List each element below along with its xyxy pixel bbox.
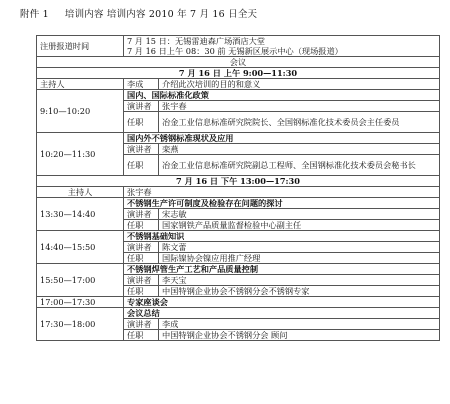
speaker-label: 演讲者 — [124, 275, 159, 286]
morning-date-line: 7 月 16 日 上午 9:00—11:30 — [37, 68, 440, 79]
session-title: 会议总结 — [124, 308, 440, 319]
registration-row — [37, 36, 440, 47]
role-label: 任职 — [124, 286, 159, 297]
meeting-label: 会议 — [37, 57, 440, 68]
afternoon-session-3 — [37, 264, 440, 275]
afternoon-host-name: 张宇春 — [124, 187, 440, 198]
forum-row — [37, 297, 440, 308]
document-title: 培训内容 培训内容 2010 年 7 月 16 日全天 — [64, 9, 258, 20]
speaker-name: 李成 — [159, 319, 440, 330]
afternoon-session-1 — [37, 198, 440, 209]
session-time: 15:50—17:00 — [37, 264, 124, 297]
schedule-table — [36, 35, 440, 341]
role-label: 任职 — [124, 330, 159, 341]
afternoon-host-label: 主持人 — [37, 187, 124, 198]
forum-title: 专家座谈会 — [124, 297, 440, 308]
session-title: 国内、国际标准化政策 — [124, 90, 440, 101]
session-time: 13:30—14:40 — [37, 198, 124, 231]
registration-label: 注册报道时间 — [37, 36, 124, 57]
morning-session-2 — [37, 133, 440, 144]
document-header — [20, 6, 257, 20]
speaker-role: 国际镍协会镍应用推广经理 — [159, 253, 440, 264]
role-label: 任职 — [124, 155, 159, 176]
speaker-label: 演讲者 — [124, 319, 159, 330]
session-time: 9:10—10:20 — [37, 90, 124, 133]
session-title: 不锈钢基础知识 — [124, 231, 440, 242]
speaker-label: 演讲者 — [124, 242, 159, 253]
session-title: 不锈钢焊管生产工艺和产品质量控制 — [124, 264, 440, 275]
afternoon-host-row — [37, 187, 440, 198]
speaker-role: 冶金工业信息标准研究院副总工程师、全国钢标准化技术委员会秘书长 — [159, 155, 440, 176]
speaker-role: 冶金工业信息标准研究院院长、全国钢标准化技术委员会主任委员 — [159, 112, 440, 133]
session-title: 国内外不锈钢标准现状及应用 — [124, 133, 440, 144]
speaker-label: 演讲者 — [124, 101, 159, 112]
morning-host-label: 主持人 — [37, 79, 124, 90]
speaker-name: 栾燕 — [159, 144, 440, 155]
session-time: 10:20—11:30 — [37, 133, 124, 176]
speaker-name: 张宇春 — [159, 101, 440, 112]
session-title: 不锈钢生产许可制度及检验存在问题的探讨 — [124, 198, 440, 209]
speaker-label: 演讲者 — [124, 144, 159, 155]
speaker-role: 国家钢铁产品质量监督检验中心副主任 — [159, 220, 440, 231]
session-time: 17:30—18:00 — [37, 308, 124, 341]
speaker-name: 李天宝 — [159, 275, 440, 286]
registration-line-2: 7 月 16 日上午 08：30 前 无锡新区展示中心（现场报道） — [124, 46, 440, 57]
role-label: 任职 — [124, 220, 159, 231]
afternoon-date-line: 7 月 16 日 下午 13:00—17:30 — [37, 176, 440, 187]
role-label: 任职 — [124, 112, 159, 133]
afternoon-session-2 — [37, 231, 440, 242]
speaker-label: 演讲者 — [124, 209, 159, 220]
closing-session — [37, 308, 440, 319]
speaker-name: 陈文蕾 — [159, 242, 440, 253]
morning-session-1 — [37, 90, 440, 101]
morning-host-topic: 介绍此次培训的目的和意义 — [159, 79, 440, 90]
morning-host-row — [37, 79, 440, 90]
forum-time: 17:00—17:30 — [37, 297, 124, 308]
speaker-role: 中国特钢企业协会不锈钢分会不锈钢专家 — [159, 286, 440, 297]
speaker-role: 中国特钢企业协会不锈钢分会 顾问 — [159, 330, 440, 341]
session-time: 14:40—15:50 — [37, 231, 124, 264]
role-label: 任职 — [124, 253, 159, 264]
registration-line-1: 7 月 15 日：无锡雷迪森广场酒店大堂 — [124, 36, 440, 47]
speaker-name: 宋志敏 — [159, 209, 440, 220]
attachment-label: 附件 1 — [20, 9, 49, 20]
morning-host-name: 李成 — [124, 79, 159, 90]
